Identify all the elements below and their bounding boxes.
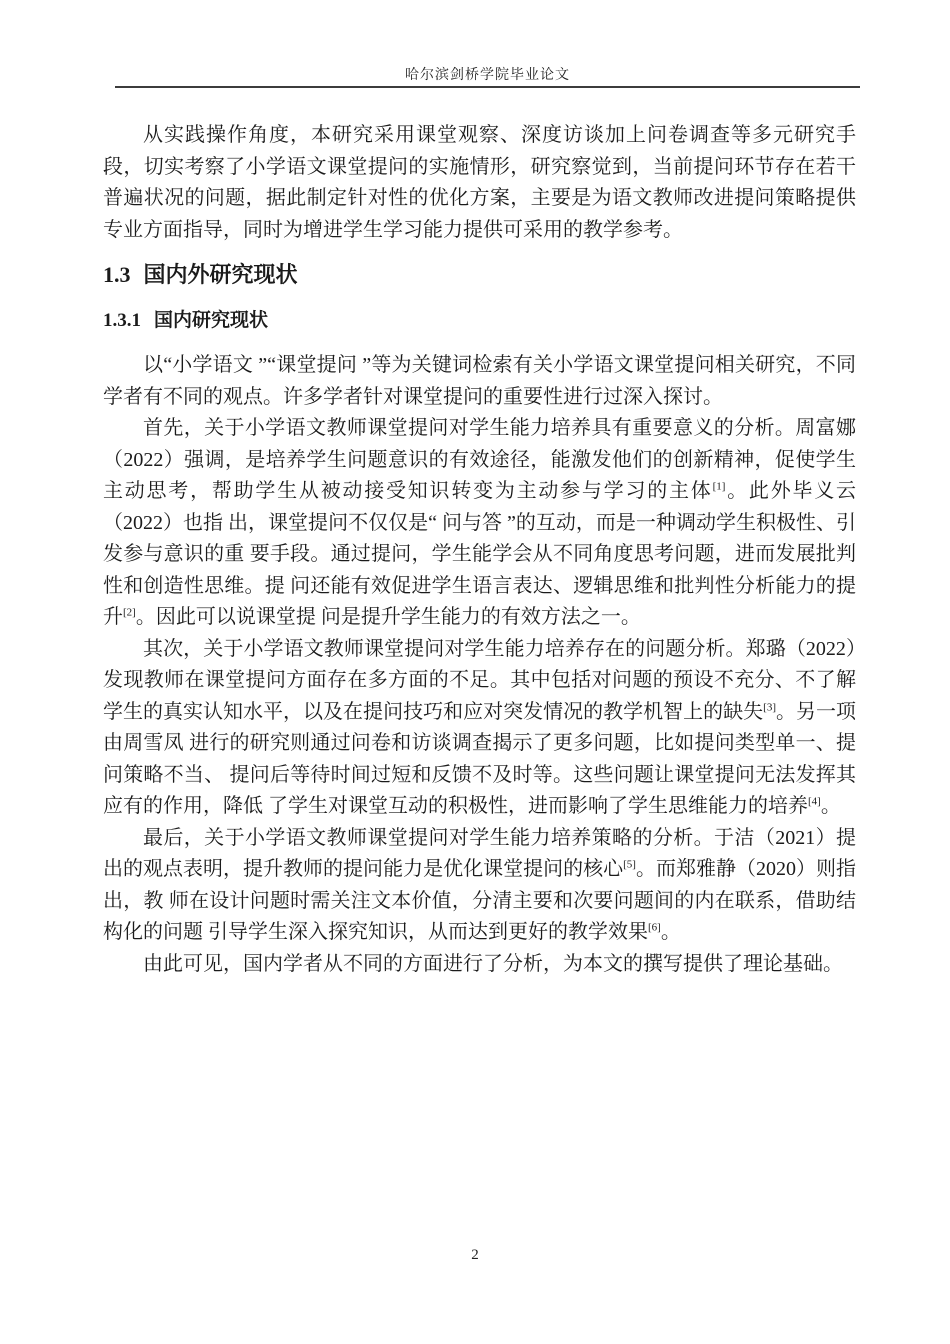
text-run: 。另一项由周雪凤 进行的研究则通过问卷和访谈调查揭示了更多问题，比如提问类型单一、提问策略不当、 提问后等待时间过短和反馈不及时等。这些问题让课堂提问无法发挥其应有的作用，降低 了学生对课堂互动的积极性，进而影响了学生思维能力的培养: [103, 700, 857, 817]
citation-ref-3: [3]: [763, 700, 776, 713]
page-number: 2: [471, 1247, 479, 1263]
heading-1-3-1: [103, 307, 856, 334]
heading-1-3: [103, 260, 856, 290]
text-run: 。: [820, 795, 841, 817]
heading-1-3-1-number: 1.3.1: [103, 310, 141, 331]
citation-ref-6: [6]: [648, 921, 661, 934]
paragraph-strategy-analysis: [103, 823, 856, 949]
text-run: 。此外毕义云（2022）也指 出，课堂提问不仅仅是“ 问与答 ”的互动，而是一种调动学生积极性、引发参与意识的重 要手段。通过提问，学生能学会从不同角度思考问题，进而发展批判性和创造性思维。提 问还能有效促进学生语言表达、逻辑思维和批判性分析能力的提升: [103, 480, 857, 628]
header-title: 哈尔滨剑桥学院毕业论文: [405, 68, 570, 83]
text-run: 。因此可以说课堂提 问是提升学生能力的有效方法之一。: [135, 606, 641, 628]
heading-1-3-1-text: 国内研究现状: [154, 310, 269, 331]
document-body: [103, 120, 856, 980]
paragraph-significance-analysis: [103, 413, 856, 634]
page-footer: [0, 1246, 950, 1264]
citation-ref-5: [5]: [623, 858, 636, 871]
citation-ref-4: [4]: [808, 795, 821, 808]
heading-1-3-text: 国内外研究现状: [143, 262, 298, 287]
text-run: 其次，关于小学语文教师课堂提问对学生能力培养存在的问题分析。郑璐（2022）发现教师在课堂提问方面存在多方面的不足。其中包括对问题的预设不充分、不了解学生的真实认知水平，以及在提问技巧和应对突发情况的教学机智上的缺失: [103, 637, 856, 723]
heading-1-3-number: 1.3: [103, 262, 131, 287]
paragraph-keyword-search: 以“小学语文 ”“课堂提问 ”等为关键词检索有关小学语文课堂提问相关研究，不同 学者有不同的观点。许多学者针对课堂提问的重要性进行过深入探讨。: [103, 354, 856, 408]
citation-ref-2: [2]: [123, 606, 136, 619]
text-run: 首先，关于小学语文教师课堂提问对学生能力培养具有重要意义的分析。周富娜（2022）强调，是培养学生问题意识的有效途径，能激发他们的创新精神，促使学生主动思考，帮助学生从被动接受知识转变为主动参与学习的主体: [103, 417, 856, 502]
text-run: 。: [660, 921, 681, 943]
header-rule: [115, 86, 860, 88]
paragraph-domestic-conclusion: 由此可见，国内学者从不同的方面进行了分析，为本文的撰写提供了理论基础。: [143, 952, 843, 975]
citation-ref-1: [1]: [712, 480, 726, 493]
text-run: 。而郑雅静（2020）则指出，教 师在设计问题时需关注文本价值，分清主要和次要问题间的内在联系，借助结构化的问题 引导学生深入探究知识，从而达到更好的教学效果: [103, 858, 857, 943]
paragraph-problem-analysis: [103, 634, 856, 823]
text-run: 最后，关于小学语文教师课堂提问对学生能力培养策略的分析。于洁（2021）提出的观点表明，提升教师的提问能力是优化课堂提问的核心: [103, 826, 856, 880]
paragraph-research-approach: 从实践操作角度，本研究采用课堂观察、深度访谈加上问卷调查等多元研究手段，切实考察了小学语文课堂提问的实施情形，研究察觉到，当前提问环节存在若干普遍状况的问题，据此制定针对性的优化方案，主要是为语文教师改进提问策略提供专业方面指导，同时为增进学生学习能力提供可采用的教学参考。: [103, 124, 856, 241]
